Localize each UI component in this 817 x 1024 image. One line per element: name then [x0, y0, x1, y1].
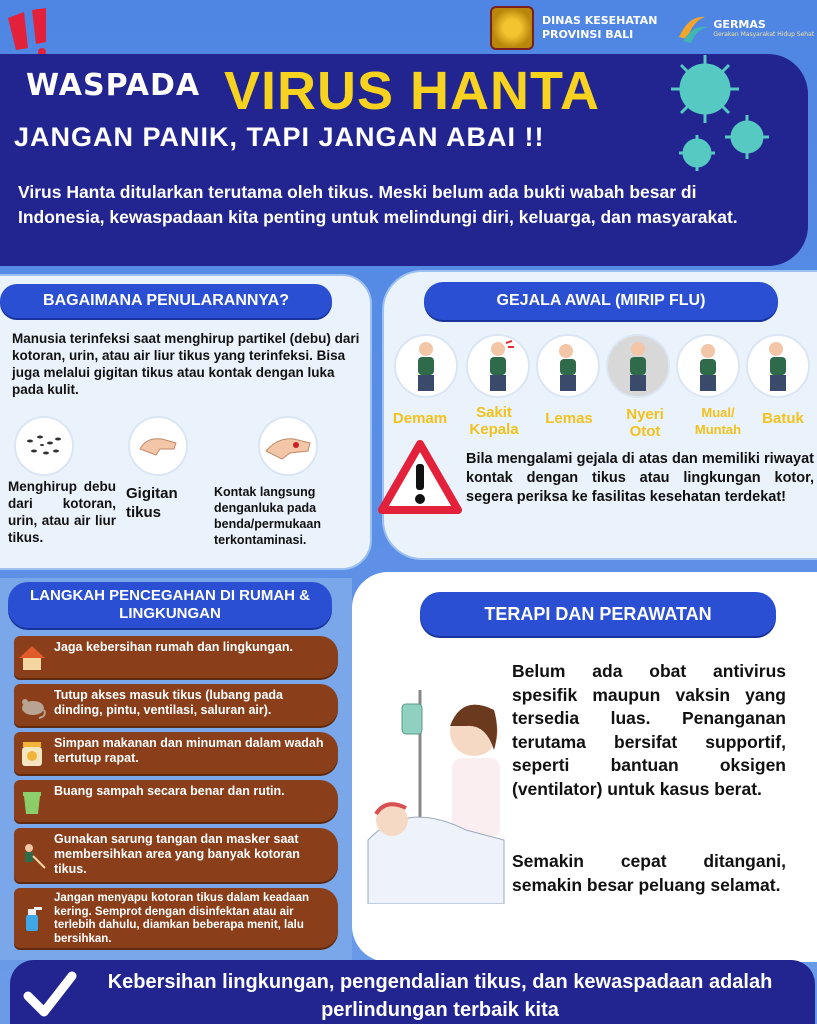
warning-triangle-icon	[378, 440, 462, 514]
symptom-nausea-image	[676, 334, 740, 398]
prevention-item-text: Jangan menyapu kotoran tikus dalam keadaan kering. Semprot dengan disinfektan atau air terlebih dahulu, diamkan beberapa menit, lalu bersihkan.	[54, 892, 309, 945]
symptom-fever-image	[394, 334, 458, 398]
symptom-label-fever: Demam	[392, 410, 448, 427]
main-title: VIRUS HANTA	[224, 61, 601, 121]
prevention-item-text: Jaga kebersihan rumah dan lingkungan.	[54, 640, 293, 654]
symptom-label-headache: Sakit Kepala	[469, 404, 519, 438]
header-logos	[490, 6, 814, 50]
symptom-cough-image	[746, 334, 810, 398]
prevention-item-text: Tutup akses masuk tikus (lubang pada dinding, pintu, ventilasi, saluran air).	[54, 688, 283, 717]
symptoms-title: GEJALA AWAL (MIRIP FLU)	[424, 282, 778, 320]
org-line-2: PROVINSI BALI	[542, 28, 634, 41]
therapy-title: TERAPI DAN PERAWATAN	[420, 592, 776, 636]
germas-swoosh-icon	[675, 11, 709, 45]
transmission-title: BAGAIMANA PENULARANNYA?	[0, 284, 332, 318]
jar-icon	[17, 738, 47, 768]
cleaning-icon	[17, 840, 47, 870]
house-icon	[17, 642, 47, 672]
symptom-label-weak: Lemas	[545, 410, 593, 427]
org-line-1: DINAS KESEHATAN	[542, 14, 658, 27]
therapy-conclusion: Semakin cepat ditangani, semakin besar peluang selamat.	[512, 851, 786, 895]
prevention-item	[14, 684, 338, 726]
prevention-item	[14, 888, 338, 948]
org-name	[542, 14, 657, 42]
check-icon	[22, 968, 78, 1020]
trash-icon	[17, 786, 47, 816]
prevention-title: LANGKAH PENCEGAHAN DI RUMAH & LINGKUNGAN	[8, 582, 332, 628]
virus-illustration	[655, 45, 775, 175]
germas-subtitle: Gerakan Masyarakat Hidup Sehat	[713, 30, 815, 38]
footer-text: Kebersihan lingkungan, pengendalian tikus, dan kewaspadaan adalah perlindungan terbaik kita	[107, 971, 773, 1021]
mode-bite: Gigitan tikus	[126, 485, 178, 521]
symptom-label-cough: Batuk	[762, 410, 804, 427]
therapy-body: Belum ada obat antivirus spesifik maupun vaksin yang tersedia luas. Penanganan terutama bersifat supportif, seperti bantuan oksigen (ventilator) untuk kasus berat.	[512, 661, 786, 799]
dust-icon	[14, 416, 74, 476]
germas-logo	[675, 11, 814, 45]
intro-text: Virus Hanta ditularkan terutama oleh tikus. Meski belum ada bukti wabah besar di Indonesia, kewaspadaan kita penting untuk melindungi diri, keluarga, dan masyarakat.	[18, 182, 738, 227]
symptom-label-muscle-pain: Nyeri Otot	[626, 406, 664, 440]
prevention-item	[14, 636, 338, 678]
prevention-item	[14, 732, 338, 774]
germas-label: GERMAS	[713, 17, 766, 31]
mode-contact: Kontak langsung denganluka pada benda/permukaan terkontaminasi.	[214, 485, 321, 547]
symptom-label-nausea: Mual/ Muntah	[694, 405, 742, 437]
waspada-label: WASPADA	[26, 68, 201, 103]
prevention-item-text: Simpan makanan dan minuman dalam wadah tertutup rapat.	[54, 736, 324, 765]
wound-hand-icon	[258, 416, 318, 476]
prevention-item	[14, 780, 338, 822]
symptoms-warning-text: Bila mengalami gejala di atas dan memiliki riwayat kontak dengan tikus atau lingkungan kotor, segera periksa ke fasilitas kesehatan terdekat!	[466, 451, 814, 505]
mode-inhale: Menghirup debu dari kotoran, urin, atau air liur tikus.	[8, 479, 116, 545]
subtitle: JANGAN PANIK, TAPI JANGAN ABAI !!	[14, 122, 545, 152]
mouse-icon	[17, 690, 47, 720]
prevention-item-text: Buang sampah secara benar dan rutin.	[54, 784, 285, 798]
prevention-item-text: Gunakan sarung tangan dan masker saat membersihkan area yang banyak kotoran tikus.	[54, 832, 300, 876]
symptom-headache-image	[466, 334, 530, 398]
bite-hand-icon	[128, 416, 188, 476]
patient-illustration	[366, 680, 506, 904]
bali-crest-logo	[490, 6, 534, 50]
symptom-muscle-pain-image	[606, 334, 670, 398]
prevention-item	[14, 828, 338, 882]
symptom-weak-image	[536, 334, 600, 398]
transmission-body: Manusia terinfeksi saat menghirup partikel (debu) dari kotoran, urin, atau air liur tikus yang terinfeksi. Bisa juga melalui gigitan tikus atau kontak dengan luka pada kulit.	[12, 331, 360, 397]
spray-icon	[17, 903, 47, 933]
